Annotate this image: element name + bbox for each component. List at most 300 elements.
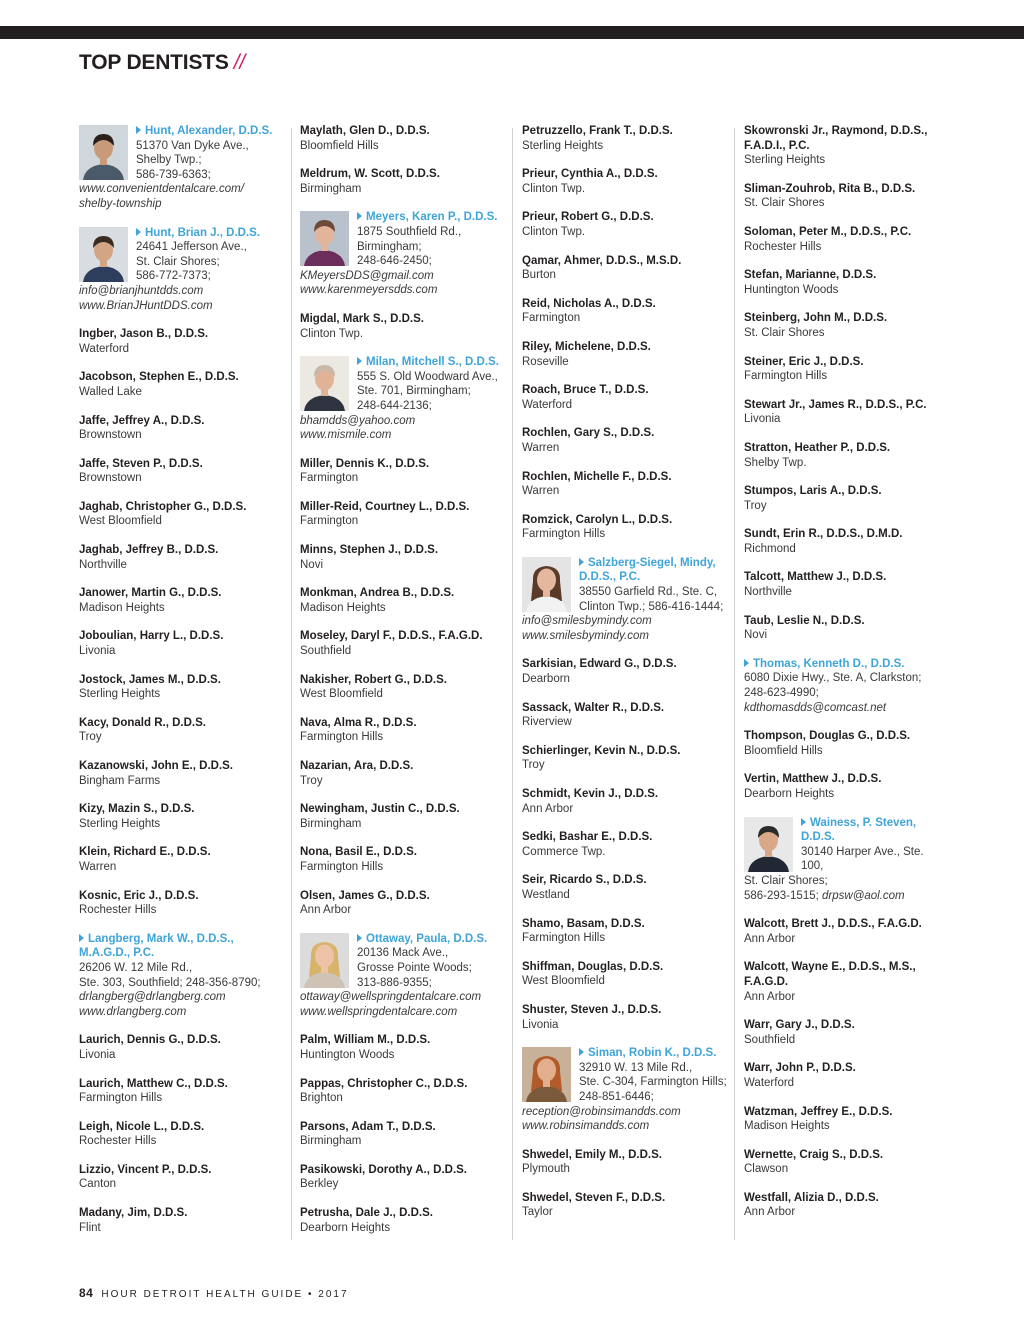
dentist-name-line [744, 772, 949, 787]
contact-line: 248-646-2450; [357, 255, 432, 268]
dentist-listing [744, 1148, 949, 1177]
dentist-listing [744, 527, 949, 556]
dentist-name: Miller, Dennis K., D.D.S. [300, 457, 430, 470]
dentist-name-line [300, 1206, 505, 1221]
featured-dentist-listing [744, 657, 949, 715]
dentist-listing [522, 917, 727, 946]
web-contact[interactable]: www.robinsimandds.com [522, 1120, 650, 1133]
web-contact[interactable]: www.mismile.com [300, 429, 392, 442]
dentist-name-line [744, 355, 949, 370]
dentist-name: Sliman-Zouhrob, Rita B., D.D.S. [744, 182, 916, 195]
dentist-listing [744, 960, 949, 1004]
contact-line: Birmingham; [357, 240, 422, 253]
directory-column-3 [522, 124, 727, 1234]
dentist-name: Lizzio, Vincent P., D.D.S. [79, 1163, 212, 1176]
dentist-location: Warren [522, 485, 560, 498]
directory-column-4 [744, 124, 949, 1234]
dentist-name: Shwedel, Emily M., D.D.S. [522, 1148, 662, 1161]
dentist-location: Richmond [744, 542, 796, 555]
dentist-name: Jaghab, Christopher G., D.D.S. [79, 500, 247, 513]
dentist-name: Hunt, Brian J., D.D.S. [145, 226, 261, 239]
web-contact[interactable]: bhamdds@yahoo.com [300, 414, 416, 427]
dentist-name: Rochlen, Michelle F., D.D.S. [522, 470, 672, 483]
dentist-name-line [744, 729, 949, 744]
dentist-listing [522, 254, 727, 283]
dentist-listing [300, 1077, 505, 1106]
dentist-location: Ann Arbor [744, 932, 796, 945]
arrow-icon [357, 357, 362, 365]
dentist-name: Nakisher, Robert G., D.D.S. [300, 673, 447, 686]
arrow-icon [744, 659, 749, 667]
dentist-name-line [300, 457, 505, 472]
dentist-name-line [79, 629, 284, 644]
dentist-name-line [79, 889, 284, 904]
dentist-name: Steinberg, John M., D.D.S. [744, 312, 888, 325]
web-contact[interactable]: reception@robinsimandds.com [522, 1105, 681, 1118]
contact-line: St. Clair Shores; [744, 874, 828, 887]
dentist-listing [522, 960, 727, 989]
dentist-name-line [744, 570, 949, 585]
dentist-name: Sundt, Erin R., D.D.S., D.M.D. [744, 528, 903, 541]
dentist-listing [522, 383, 727, 412]
dentist-listing [300, 1033, 505, 1062]
dentist-name: Romzick, Carolyn L., D.D.S. [522, 513, 673, 526]
dentist-location: Troy [744, 499, 767, 512]
contact-line: 20136 Mack Ave., [357, 947, 449, 960]
dentist-name: Stratton, Heather P., D.D.S. [744, 441, 891, 454]
dentist-listing [79, 629, 284, 658]
dentist-name: Miller-Reid, Courtney L., D.D.S. [300, 500, 470, 513]
dentist-name-line [744, 484, 949, 499]
arrow-icon [136, 126, 141, 134]
dentist-listing [79, 889, 284, 918]
dentist-listing [522, 787, 727, 816]
featured-dentist-listing [79, 226, 284, 314]
directory-column-1 [79, 124, 284, 1249]
dentist-name-line [300, 1120, 505, 1135]
dentist-location: Plymouth [522, 1163, 570, 1176]
dentist-name-line [744, 1018, 949, 1033]
dentist-listing [300, 124, 505, 153]
dentist-name-line [79, 543, 284, 558]
contact-line: 248-623-4990; [744, 687, 819, 700]
dentist-name-line [744, 182, 949, 197]
dentist-name: Roach, Bruce T., D.D.S. [522, 384, 649, 397]
dentist-listing [522, 167, 727, 196]
dentist-name: Walcott, Brett J., D.D.S., F.A.G.D. [744, 918, 922, 931]
dentist-listing [744, 729, 949, 758]
dentist-listing [744, 614, 949, 643]
dentist-listing [79, 1163, 284, 1192]
dentist-location: Farmington Hills [744, 370, 828, 383]
dentist-name: Jaghab, Jeffrey B., D.D.S. [79, 544, 219, 557]
dentist-name-line [79, 1077, 284, 1092]
dentist-name: Walcott, Wayne E., D.D.S., M.S., F.A.G.D. [744, 961, 916, 988]
dentist-listing [522, 1191, 727, 1220]
dentist-name: Taub, Leslie N., D.D.S. [744, 614, 865, 627]
dentist-name: Kosnic, Eric J., D.D.S. [79, 889, 199, 902]
dentist-name-line [522, 960, 727, 975]
dentist-name-line [522, 1148, 727, 1163]
dentist-location: Ann Arbor [522, 802, 574, 815]
dentist-location: Warren [522, 441, 560, 454]
web-contact[interactable]: www.karenmeyersdds.com [300, 284, 438, 297]
dentist-location: Brighton [300, 1092, 343, 1105]
dentist-name-line [79, 457, 284, 472]
contact-line: St. Clair Shores; [136, 255, 220, 268]
arrow-icon [357, 934, 362, 942]
dentist-name: Palm, William M., D.D.S. [300, 1034, 431, 1047]
dentist-location: Clawson [744, 1163, 789, 1176]
dentist-name: Steiner, Eric J., D.D.S. [744, 355, 864, 368]
dentist-listing [79, 1206, 284, 1235]
dentist-listing [300, 889, 505, 918]
dentist-location: Sterling Heights [522, 139, 604, 152]
contact-line: 248-644-2136; [357, 399, 432, 412]
dentist-listing [744, 772, 949, 801]
contact-line: Shelby Twp.; [136, 154, 202, 167]
dentist-name: Sassack, Walter R., D.D.S. [522, 701, 665, 714]
dentist-location: Berkley [300, 1178, 339, 1191]
dentist-listing [522, 1003, 727, 1032]
dentist-location: Farmington Hills [522, 528, 606, 541]
dentist-location: Waterford [79, 342, 130, 355]
dentist-name: Siman, Robin K., D.D.S. [588, 1047, 717, 1060]
dentist-listing [300, 716, 505, 745]
page-title: TOP DENTISTS // [79, 51, 245, 74]
web-contact[interactable]: shelby-township [79, 197, 162, 210]
web-contact[interactable]: www.BrianJHuntDDS.com [79, 299, 213, 312]
dentist-name-line [79, 845, 284, 860]
dentist-name: Jaffe, Steven P., D.D.S. [79, 457, 203, 470]
dentist-listing [522, 1148, 727, 1177]
dentist-name: Pasikowski, Dorothy A., D.D.S. [300, 1163, 468, 1176]
dentist-listing [522, 701, 727, 730]
contact-line [744, 889, 949, 904]
dentist-listing [79, 802, 284, 831]
contact-line: Ste. C-304, Farmington Hills; [579, 1076, 727, 1089]
dentist-name: Maylath, Glen D., D.D.S. [300, 125, 430, 137]
dentist-name-line [522, 1003, 727, 1018]
dentist-listing [300, 500, 505, 529]
dentist-name: Stumpos, Laris A., D.D.S. [744, 485, 882, 498]
dentist-name-line [79, 673, 284, 688]
dentist-location: Ann Arbor [744, 990, 796, 1003]
dentist-listing [744, 570, 949, 599]
dentist-name-line [522, 657, 727, 672]
dentist-name: Rochlen, Gary S., D.D.S. [522, 427, 655, 440]
dentist-listing [300, 1163, 505, 1192]
email-link[interactable]: drpsw@aol.com [822, 889, 905, 902]
dentist-listing [300, 1120, 505, 1149]
dentist-listing [522, 513, 727, 542]
dentist-name: Klein, Richard E., D.D.S. [79, 846, 211, 859]
dentist-listing [744, 917, 949, 946]
dentist-name-line [522, 830, 727, 845]
dentist-location: Commerce Twp. [522, 845, 606, 858]
dentist-listing [79, 716, 284, 745]
web-contact[interactable]: KMeyersDDS@gmail.com [300, 269, 434, 282]
dentist-name: Reid, Nicholas A., D.D.S. [522, 297, 656, 310]
publication-name: HOUR DETROIT HEALTH GUIDE • 2017 [101, 1289, 349, 1300]
web-contact[interactable]: info@smilesbymindy.com [522, 615, 652, 628]
dentist-name-line [300, 673, 505, 688]
dentist-listing [79, 1033, 284, 1062]
dentist-name: Shuster, Steven J., D.D.S. [522, 1003, 662, 1016]
web-contact[interactable]: www.drlangberg.com [79, 1005, 187, 1018]
dentist-name-line [79, 759, 284, 774]
column-divider [512, 128, 513, 1240]
dentist-name-line [79, 716, 284, 731]
web-contact[interactable]: www.convenientdentalcare.com/ [79, 183, 244, 196]
dentist-name: Ottaway, Paula, D.D.S. [366, 932, 488, 945]
dentist-location: Rochester Hills [79, 904, 157, 917]
dentist-location: Sterling Heights [79, 817, 161, 830]
dentist-name: Schmidt, Kevin J., D.D.S. [522, 788, 659, 800]
dentist-photo [300, 211, 349, 266]
dentist-listing [300, 586, 505, 615]
dentist-name-line [522, 124, 727, 139]
dentist-name-line [522, 701, 727, 716]
dentist-listing [79, 586, 284, 615]
dentist-location: Bloomfield Hills [300, 139, 379, 152]
dentist-listing [522, 873, 727, 902]
dentist-location: Dearborn Heights [744, 788, 835, 800]
dentist-location: Clinton Twp. [300, 327, 364, 340]
dentist-name-line [522, 744, 727, 759]
dentist-location: Livonia [522, 1018, 559, 1031]
web-contact[interactable]: ottaway@wellspringdentalcare.com [300, 991, 482, 1004]
dentist-name-line [744, 225, 949, 240]
dentist-name-line [79, 802, 284, 817]
dentist-location: Ann Arbor [744, 1206, 796, 1219]
dentist-name: Vertin, Matthew J., D.D.S. [744, 773, 882, 786]
dentist-listing [79, 1077, 284, 1106]
dentist-location: Novi [300, 558, 324, 571]
dentist-name-line [300, 759, 505, 774]
featured-dentist-listing [79, 124, 284, 212]
dentist-name-line [300, 543, 505, 558]
dentist-photo [79, 227, 128, 282]
dentist-name: Leigh, Nicole L., D.D.S. [79, 1120, 205, 1133]
dentist-name: Langberg, Mark W., D.D.S., M.A.G.D., P.C. [79, 932, 234, 960]
dentist-listing [79, 414, 284, 443]
contact-line: 26206 W. 12 Mile Rd., [79, 961, 193, 974]
dentist-name-line [522, 787, 727, 802]
dentist-name: Jacobson, Stephen E., D.D.S. [79, 371, 239, 384]
dentist-location: Southfield [300, 645, 352, 658]
dentist-listing [79, 845, 284, 874]
dentist-location: Farmington [300, 472, 359, 485]
web-contact[interactable]: drlangberg@drlangberg.com [79, 991, 226, 1004]
dentist-listing [522, 340, 727, 369]
dentist-name: Shiffman, Douglas, D.D.S. [522, 960, 664, 973]
dentist-name-line [744, 657, 949, 672]
featured-dentist-listing [300, 355, 505, 443]
dentist-listing [79, 673, 284, 702]
dentist-name-line [300, 586, 505, 601]
dentist-location: Livonia [744, 413, 781, 426]
dentist-name-line [522, 1191, 727, 1206]
contact-line: Clinton Twp.; 586-416-1444; [579, 600, 724, 613]
dentist-name: Sarkisian, Edward G., D.D.S. [522, 658, 677, 671]
dentist-listing [300, 802, 505, 831]
dentist-location: Troy [300, 774, 323, 787]
dentist-name: Olsen, James G., D.D.S. [300, 889, 430, 902]
dentist-name: Riley, Michelene, D.D.S. [522, 340, 651, 353]
dentist-name: Laurich, Matthew C., D.D.S. [79, 1077, 228, 1090]
dentist-photo [300, 356, 349, 411]
dentist-location: Birmingham [300, 182, 362, 195]
dentist-name-line [744, 1191, 949, 1206]
dentist-name: Laurich, Dennis G., D.D.S. [79, 1034, 221, 1047]
column-divider [734, 128, 735, 1240]
dentist-listing [300, 673, 505, 702]
dentist-location: Southfield [744, 1033, 796, 1046]
dentist-location: Livonia [79, 1048, 116, 1061]
dentist-name: Migdal, Mark S., D.D.S. [300, 312, 424, 325]
dentist-listing [300, 759, 505, 788]
web-contact[interactable]: info@brianjhuntdds.com [79, 284, 204, 297]
arrow-icon [579, 1048, 584, 1056]
dentist-name: Parsons, Adam T., D.D.S. [300, 1120, 436, 1133]
dentist-name: Warr, John P., D.D.S. [744, 1062, 856, 1075]
dentist-location: Birmingham [300, 1135, 362, 1148]
dentist-location: Brownstown [79, 472, 142, 485]
dentist-name: Thomas, Kenneth D., D.D.S. [753, 657, 905, 670]
dentist-name-line [744, 398, 949, 413]
dentist-location: Rochester Hills [744, 240, 822, 253]
dentist-listing [522, 426, 727, 455]
dentist-name: Thompson, Douglas G., D.D.S. [744, 730, 911, 743]
featured-dentist-listing [300, 210, 505, 298]
dentist-listing [744, 124, 949, 168]
web-contact[interactable]: www.wellspringdentalcare.com [300, 1005, 458, 1018]
dentist-listing [744, 311, 949, 340]
dentist-name-line [744, 268, 949, 283]
dentist-location: Northville [79, 558, 127, 571]
dentist-listing [300, 312, 505, 341]
dentist-name-line [744, 124, 949, 153]
contact-line: 313-886-9355; [357, 976, 432, 989]
web-contact[interactable]: kdthomasdds@comcast.net [744, 701, 887, 714]
dentist-listing [300, 845, 505, 874]
dentist-name-line [744, 441, 949, 456]
dentist-listing [744, 441, 949, 470]
dentist-photo [522, 557, 571, 612]
dentist-listing [522, 124, 727, 153]
arrow-icon [79, 934, 84, 942]
dentist-name-line [300, 1163, 505, 1178]
dentist-name: Petruzzello, Frank T., D.D.S. [522, 125, 673, 137]
dentist-name: Qamar, Ahmer, D.D.S., M.S.D. [522, 254, 682, 267]
dentist-name: Wernette, Craig S., D.D.S. [744, 1148, 884, 1161]
dentist-name: Sedki, Bashar E., D.D.S. [522, 831, 653, 844]
dentist-name-line [522, 340, 727, 355]
dentist-location: Dearborn [522, 673, 570, 686]
dentist-name-line [744, 917, 949, 932]
dentist-location: Farmington [522, 312, 581, 325]
dentist-name: Monkman, Andrea B., D.D.S. [300, 587, 455, 600]
dentist-location: Farmington Hills [300, 860, 384, 873]
dentist-location: Birmingham [300, 817, 362, 830]
dentist-location: Sterling Heights [744, 154, 826, 167]
contact-line: 51370 Van Dyke Ave., [136, 139, 249, 152]
dentist-listing [79, 500, 284, 529]
dentist-location: Flint [79, 1221, 101, 1234]
featured-dentist-listing [79, 932, 284, 1020]
dentist-listing [522, 830, 727, 859]
dentist-listing [522, 657, 727, 686]
dentist-name: Shamo, Basam, D.D.S. [522, 917, 645, 930]
dentist-location: Clinton Twp. [522, 182, 586, 195]
dentist-name: Ingber, Jason B., D.D.S. [79, 328, 209, 341]
dentist-name-line [300, 845, 505, 860]
contact-line: 586-739-6363; [136, 168, 211, 181]
contact-line: 248-851-6446; [579, 1090, 654, 1103]
dentist-name: Warr, Gary J., D.D.S. [744, 1019, 855, 1032]
dentist-name: Milan, Mitchell S., D.D.S. [366, 356, 499, 369]
dentist-name: Hunt, Alexander, D.D.S. [145, 125, 273, 137]
dentist-name: Nava, Alma R., D.D.S. [300, 716, 417, 729]
dentist-name-line [522, 297, 727, 312]
dentist-name: Prieur, Robert G., D.D.S. [522, 211, 654, 224]
dentist-location: Farmington Hills [300, 731, 384, 744]
dentist-location: Novi [744, 629, 768, 642]
dentist-listing [744, 225, 949, 254]
dentist-location: Northville [744, 586, 792, 599]
dentist-name-line [79, 1206, 284, 1221]
dentist-location: Troy [522, 759, 545, 772]
column-divider [291, 128, 292, 1240]
dentist-location: Taylor [522, 1206, 553, 1219]
arrow-icon [357, 212, 362, 220]
dentist-name: Prieur, Cynthia A., D.D.S. [522, 168, 658, 181]
dentist-photo [522, 1047, 571, 1102]
phone-number: 586-293-1515; [744, 889, 823, 902]
contact-line: 1875 Southfield Rd., [357, 225, 462, 238]
dentist-name: Petrusha, Dale J., D.D.S. [300, 1207, 433, 1220]
dentist-listing [522, 297, 727, 326]
dentist-name: Newingham, Justin C., D.D.S. [300, 803, 460, 816]
dentist-location: Clinton Twp. [522, 225, 586, 238]
dentist-location: Farmington Hills [522, 932, 606, 945]
dentist-location: Livonia [79, 645, 116, 658]
dentist-name: Nona, Basil E., D.D.S. [300, 846, 417, 859]
dentist-listing [744, 398, 949, 427]
directory-column-2 [300, 124, 505, 1249]
dentist-listing [300, 167, 505, 196]
featured-dentist-listing [300, 932, 505, 1020]
dentist-name: Kazanowski, John E., D.D.S. [79, 760, 234, 772]
dentist-name: Salzberg-Siegel, Mindy, D.D.S., P.C. [579, 556, 716, 584]
dentist-location: West Bloomfield [522, 975, 605, 988]
dentist-listing [744, 484, 949, 513]
dentist-name-line [522, 167, 727, 182]
dentist-listing [79, 759, 284, 788]
dentist-listing [300, 543, 505, 572]
dentist-location: Roseville [522, 355, 569, 368]
dentist-location: Riverview [522, 716, 572, 729]
web-contact[interactable]: www.smilesbymindy.com [522, 629, 649, 642]
arrow-icon [579, 558, 584, 566]
dentist-listing [79, 457, 284, 486]
dentist-name-line [79, 1163, 284, 1178]
dentist-name-line [744, 1061, 949, 1076]
dentist-location: Madison Heights [744, 1120, 830, 1133]
dentist-name: Talcott, Matthew J., D.D.S. [744, 571, 887, 584]
dentist-name: Skowronski Jr., Raymond, D.D.S., F.A.D.I., P.C. [744, 125, 928, 152]
